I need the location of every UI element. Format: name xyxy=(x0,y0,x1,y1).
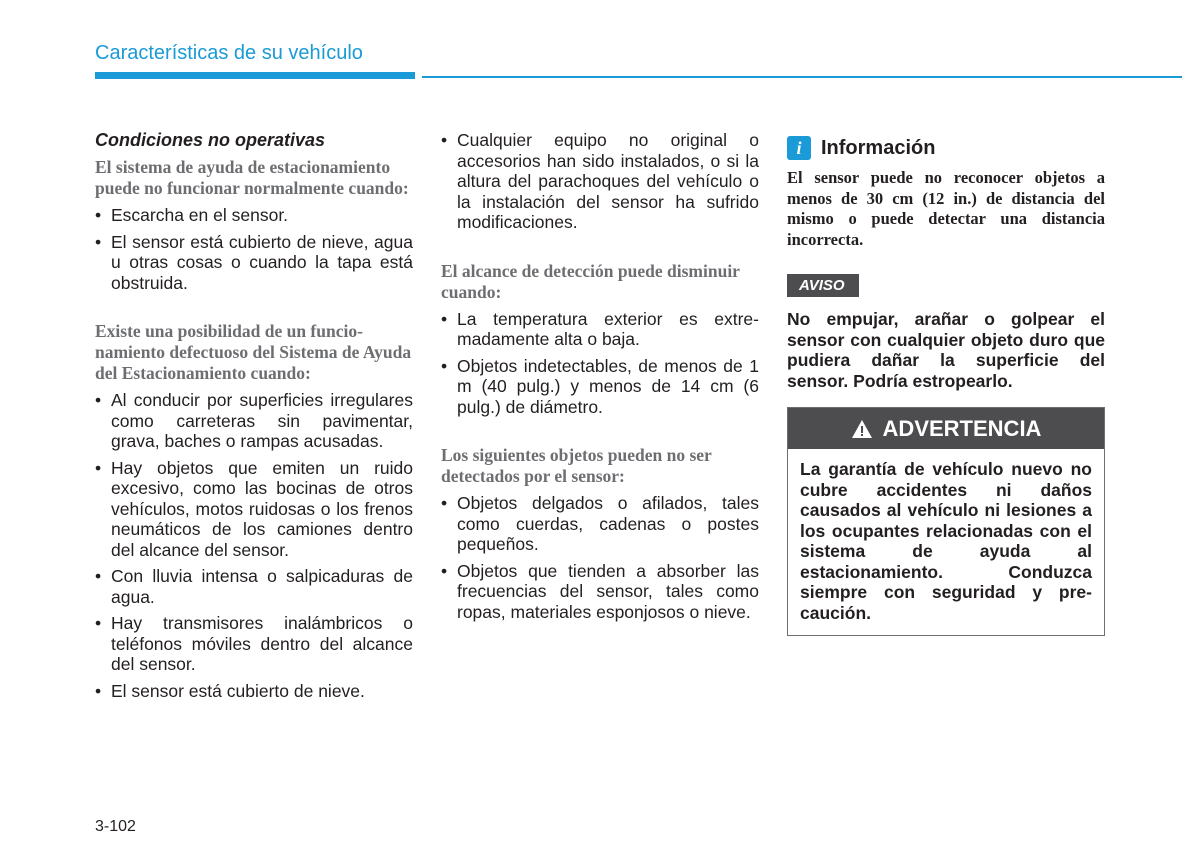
list-item xyxy=(441,356,759,418)
header-title: Características de su vehículo xyxy=(95,42,363,64)
subheading: Los siguientes objetos pueden no ser detectados por el sensor: xyxy=(441,445,712,486)
list-item-text: La temperatura exterior es extremadamente alta o baja. xyxy=(457,308,759,349)
list-item-text: Escarcha en el sensor. xyxy=(111,205,289,225)
subheading: El alcance de detección puede disminuir cuando: xyxy=(441,260,740,302)
list-item-text: Con lluvia intensa o salpicaduras de agua. xyxy=(111,566,413,607)
bullet-list xyxy=(95,205,413,293)
warning-text: La garantía de vehículo nuevo no cubre accidentes ni daños causados al vehículo ni lesiones a los ocupantes relacionadas con el sistema de ayuda al estacionamiento. Conduzca siempre con seguridad y precaución. xyxy=(800,459,1092,623)
bullet-list xyxy=(441,309,759,418)
bullet: • xyxy=(441,355,448,376)
aviso-text: No empujar, arañar o golpear el sensor con cualquier objeto duro que pudiera dañar la superficie del sensor. Podría estropearlo. xyxy=(787,309,1105,391)
bullet: • xyxy=(95,231,102,252)
column-right xyxy=(787,130,1105,636)
bullet: • xyxy=(95,457,102,478)
list-item xyxy=(95,390,413,452)
subheading: Existe una posibilidad de un funcionamiento defectuoso del Sistema de Ayuda del Estacionamiento cuando: xyxy=(95,321,412,383)
list-item-text: Hay transmisores inalámbricos o teléfonos móviles dentro del alcance del sensor. xyxy=(111,613,413,674)
column-left xyxy=(95,130,413,707)
list-item-text: Cualquier equipo no original o accesorios han sido instalados, o si la altura del parachoques del vehículo o la instalación del sensor ha sufrido modificaciones. xyxy=(457,130,759,232)
bullet: • xyxy=(95,205,102,225)
info-title: Información xyxy=(821,136,936,159)
bullet: • xyxy=(95,613,102,633)
bullet: • xyxy=(441,493,448,513)
bullet: • xyxy=(441,308,448,329)
list-item-text: Objetos indetectables, de menos de 1 m (40 pulg.) y menos de 14 cm (6 pulg.) de diámetro. xyxy=(457,355,759,417)
header-rule-thick xyxy=(95,72,415,79)
list-item xyxy=(441,130,759,233)
bullet: • xyxy=(441,560,448,581)
warning-title: ADVERTENCIA xyxy=(882,415,1042,441)
aviso-label: AVISO xyxy=(787,274,859,297)
list-item xyxy=(95,566,413,607)
info-header xyxy=(787,136,1105,160)
bullet-list xyxy=(95,390,413,701)
list-item-text: Objetos delgados o afilados, tales como cuerdas, cadenas o postes pequeños. xyxy=(457,493,759,554)
list-item xyxy=(95,681,413,702)
list-item xyxy=(441,309,759,350)
list-item-text: Objetos que tienden a absorber las frecuencias del sensor, tales como ropas, materiales esponjosos o nieve. xyxy=(457,560,759,622)
warning-triangle-icon xyxy=(851,419,873,439)
page-number: 3-102 xyxy=(95,818,136,835)
warning-header xyxy=(788,408,1104,449)
bullet: • xyxy=(95,566,102,586)
list-item-text: Al conducir por superficies irregulares como carreteras sin pavimentar, grava, baches o rampas acusadas. xyxy=(111,390,413,451)
list-item xyxy=(95,613,413,675)
list-item xyxy=(95,205,413,226)
header-rule-thin xyxy=(422,76,1182,78)
list-item-text: El sensor está cubierto de nieve, agua u otras cosas o cuando la tapa está obstruida. xyxy=(111,231,413,293)
bullet: • xyxy=(441,130,448,150)
bullet-list xyxy=(441,493,759,622)
list-item xyxy=(95,232,413,294)
list-item xyxy=(441,493,759,555)
column-middle xyxy=(441,130,759,628)
warning-box xyxy=(787,407,1105,636)
section-title: Condiciones no operativas xyxy=(95,130,326,150)
subheading: El sistema de ayuda de estacionamiento puede no funcionar normalmente cuando: xyxy=(95,157,409,198)
list-item-text: Hay objetos que emiten un ruido excesivo, como las bocinas de otros vehículos, motos ruidosas o los frenos neumáticos de los camiones dentro del alcance del sensor. xyxy=(111,457,413,560)
info-icon: i xyxy=(787,136,811,160)
bullet: • xyxy=(95,680,102,701)
list-item xyxy=(95,458,413,561)
list-item-text: El sensor está cubierto de nieve. xyxy=(111,680,365,701)
info-text: El sensor puede no reconocer objetos a menos de 30 cm (12 in.) de distancia del mismo o puede detectar una distancia incorrecta. xyxy=(787,168,1105,249)
bullet: • xyxy=(95,390,102,410)
bullet-list xyxy=(441,130,759,233)
list-item xyxy=(441,561,759,623)
